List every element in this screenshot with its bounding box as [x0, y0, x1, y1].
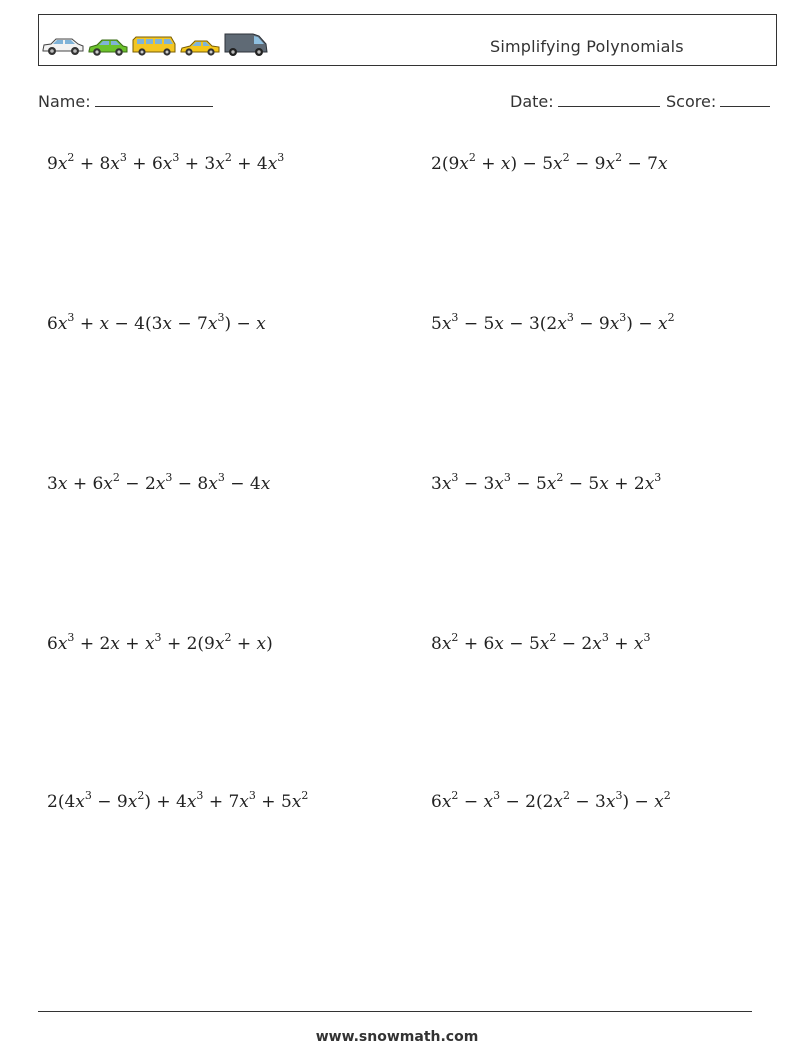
name-label: Name: [38, 92, 91, 111]
problem: $9x^2 + 8x^3 + 6x^3 + 3x^2 + 4x^3$ [47, 151, 285, 174]
name-field [38, 92, 213, 111]
problem: $6x^2 - x^3 - 2(2x^2 - 3x^3) - x^2$ [431, 789, 671, 812]
problem: $3x^3 - 3x^3 - 5x^2 - 5x + 2x^3$ [431, 471, 662, 494]
worksheet-header [38, 14, 777, 66]
green-hatchback-icon [87, 37, 129, 57]
problem: $8x^2 + 6x - 5x^2 - 2x^3 + x^3$ [431, 631, 651, 654]
score-blank[interactable] [720, 92, 770, 107]
problem: $6x^3 + 2x + x^3 + 2(9x^2 + x)$ [47, 631, 273, 654]
problem: $6x^3 + x - 4(3x - 7x^3) - x$ [47, 311, 266, 334]
gray-delivery-van-icon [223, 31, 269, 57]
problem: $5x^3 - 5x - 3(2x^3 - 9x^3) - x^2$ [431, 311, 675, 334]
yellow-van-icon [131, 35, 177, 57]
date-field [510, 92, 660, 111]
score-label: Score: [666, 92, 717, 111]
score-field [666, 92, 770, 111]
worksheet-title: Simplifying Polynomials [490, 37, 684, 56]
vehicle-decoration [41, 27, 269, 57]
problem: $2(4x^3 - 9x^2) + 4x^3 + 7x^3 + 5x^2$ [47, 789, 309, 812]
problem: $2(9x^2 + x) - 5x^2 - 9x^2 - 7x$ [431, 151, 668, 174]
problem: $3x + 6x^2 - 2x^3 - 8x^3 - 4x$ [47, 471, 271, 494]
date-label: Date: [510, 92, 554, 111]
footer-divider [38, 1011, 752, 1012]
yellow-sedan-icon [179, 38, 221, 57]
name-blank[interactable] [95, 92, 213, 107]
date-blank[interactable] [558, 92, 660, 107]
footer-url[interactable]: www.snowmath.com [315, 1029, 479, 1045]
white-suv-icon [41, 35, 85, 57]
